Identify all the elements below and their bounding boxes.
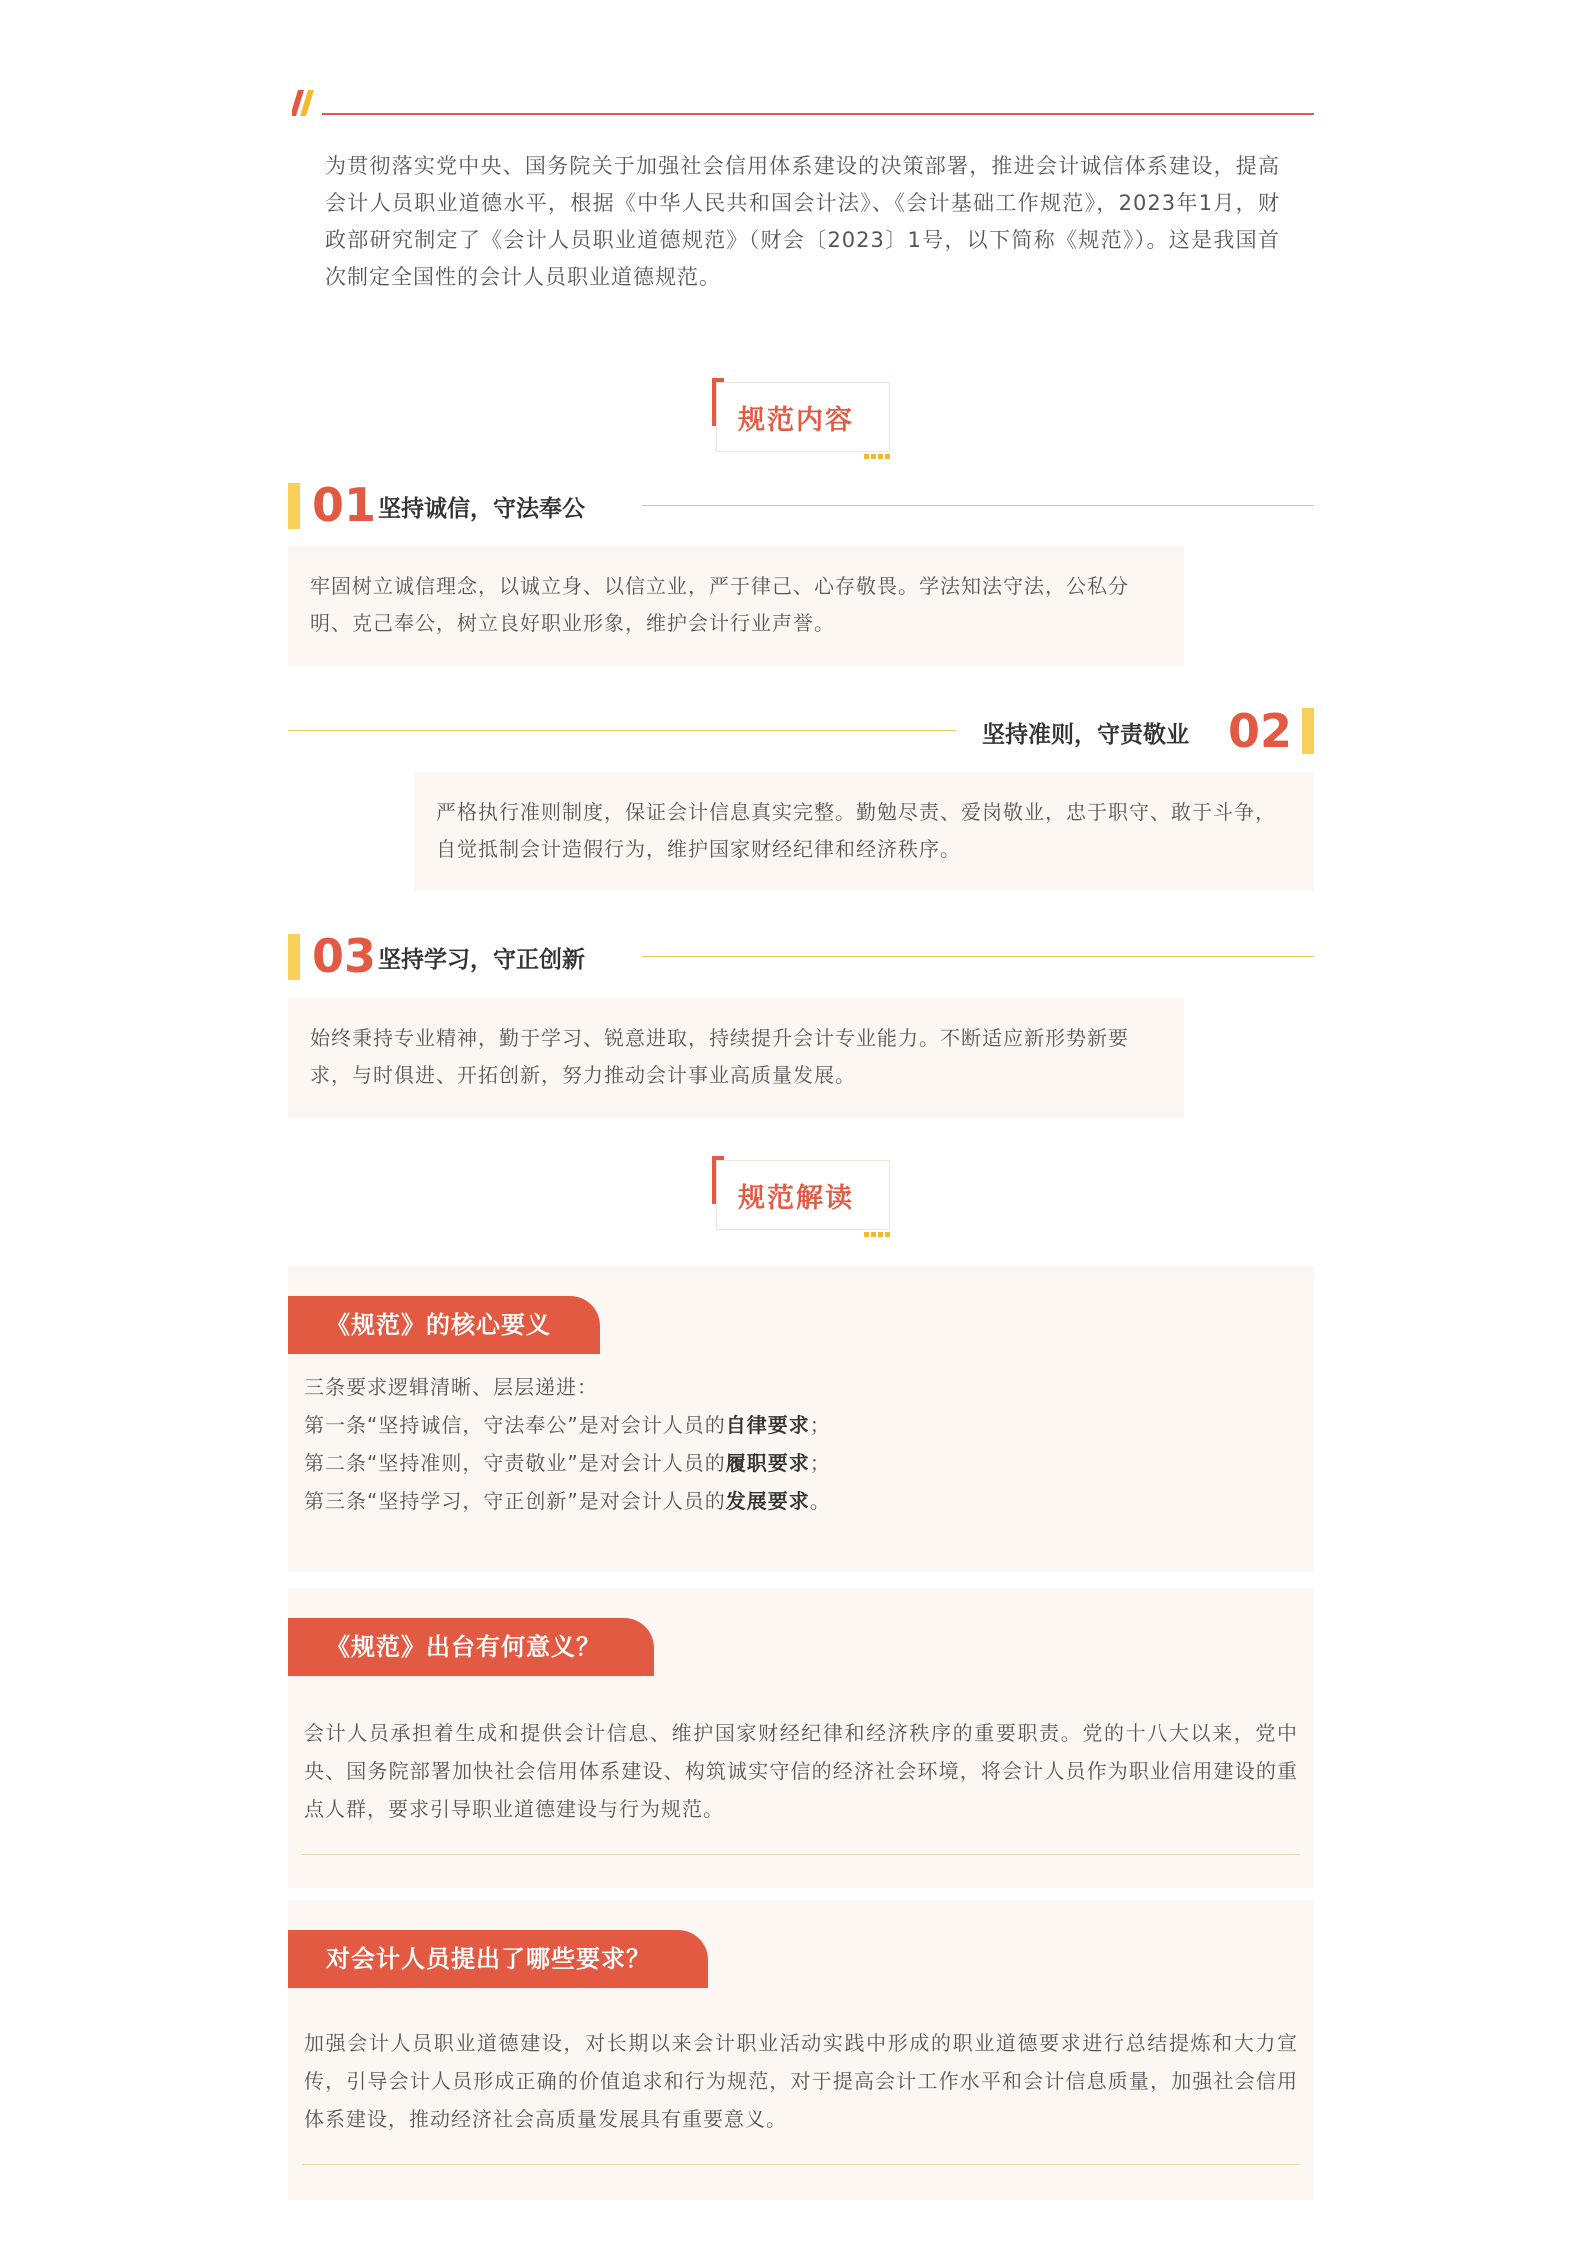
section-title: 规范内容 xyxy=(738,405,854,436)
card-body xyxy=(304,1368,1294,1520)
principle-text-box xyxy=(414,772,1314,890)
heading-divider xyxy=(642,956,1314,957)
section-tag-interpretation xyxy=(712,1156,890,1234)
list-item: 第二条“坚持准则，守责敬业”是对会计人员的履职要求； xyxy=(304,1451,831,1475)
principle-title: 坚持准则，守责敬业 xyxy=(982,722,1189,748)
section-tag-content xyxy=(712,378,890,456)
principle-text: 牢固树立诚信理念，以诚立身、以信立业，严于律己、心存敬畏。学法知法守法，公私分明、克己奉公，树立良好职业形象，维护会计行业声誉。 xyxy=(310,574,1129,635)
principle-text: 严格执行准则制度，保证会计信息真实完整。勤勉尽责、爱岗敬业，忠于职守、敢于斗争，自觉抵制会计造假行为，维护国家财经纪律和经济秩序。 xyxy=(436,800,1276,861)
interpretation-card xyxy=(288,1266,1314,1572)
principle-title: 坚持学习，守正创新 xyxy=(378,947,585,973)
card-text: 会计人员承担着生成和提供会计信息、维护国家财经纪律和经济秩序的重要职责。党的十八大以来，党中央、国务院部署加快社会信用体系建设、构筑诚实守信的经济社会环境，将会计人员作为职业信用建设的重点人群，要求引导职业道德建设与行为规范。 xyxy=(304,1721,1298,1821)
heading-divider xyxy=(642,505,1314,506)
card-title-pill: 对会计人员提出了哪些要求？ xyxy=(288,1930,708,1988)
number-accent-bar xyxy=(288,483,300,529)
card-title-pill: 《规范》的核心要义 xyxy=(288,1296,600,1354)
number-accent-bar xyxy=(288,934,300,980)
heading-divider xyxy=(288,730,956,731)
card-intro: 三条要求逻辑清晰、层层递进： xyxy=(304,1375,598,1399)
principle-number: 03 xyxy=(312,929,377,983)
slash-decoration-icon xyxy=(292,90,322,116)
intro-paragraph: 为贯彻落实党中央、国务院关于加强社会信用体系建设的决策部署，推进会计诚信体系建设，提高会计人员职业道德水平，根据《中华人民共和国会计法》、《会计基础工作规范》，2023年1月，财政部研究制定了《会计人员职业道德规范》（财会〔2023〕1号，以下简称《规范》）。这是我国首次制定全国性的会计人员职业道德规范。 xyxy=(325,154,1280,289)
header-divider xyxy=(322,113,1314,115)
dots-decoration-icon xyxy=(864,454,890,459)
interpretation-card xyxy=(288,1588,1314,1888)
number-accent-bar xyxy=(1302,708,1314,754)
principle-number: 01 xyxy=(312,478,377,532)
principle-number: 02 xyxy=(1228,704,1293,758)
card-text: 加强会计人员职业道德建设，对长期以来会计职业活动实践中形成的职业道德要求进行总结提炼和大力宣传，引导会计人员形成正确的价值追求和行为规范，对于提高会计工作水平和会计信息质量，加强社会信用体系建设，推动经济社会高质量发展具有重要意义。 xyxy=(304,2031,1298,2131)
principle-text-box xyxy=(288,998,1184,1118)
principle-text-box xyxy=(288,546,1184,666)
card-divider xyxy=(302,2164,1300,2165)
card-title-pill: 《规范》出台有何意义？ xyxy=(288,1618,654,1676)
principle-text: 始终秉持专业精神，勤于学习、锐意进取，持续提升会计专业能力。不断适应新形势新要求，与时俱进、开拓创新，努力推动会计事业高质量发展。 xyxy=(310,1026,1129,1087)
card-divider xyxy=(302,1854,1300,1855)
principle-title: 坚持诚信，守法奉公 xyxy=(378,496,585,522)
section-title: 规范解读 xyxy=(738,1183,854,1214)
dots-decoration-icon xyxy=(864,1232,890,1237)
list-item: 第三条“坚持学习，守正创新”是对会计人员的发展要求。 xyxy=(304,1489,831,1513)
interpretation-card xyxy=(288,1900,1314,2200)
list-item: 第一条“坚持诚信，守法奉公”是对会计人员的自律要求； xyxy=(304,1413,831,1437)
